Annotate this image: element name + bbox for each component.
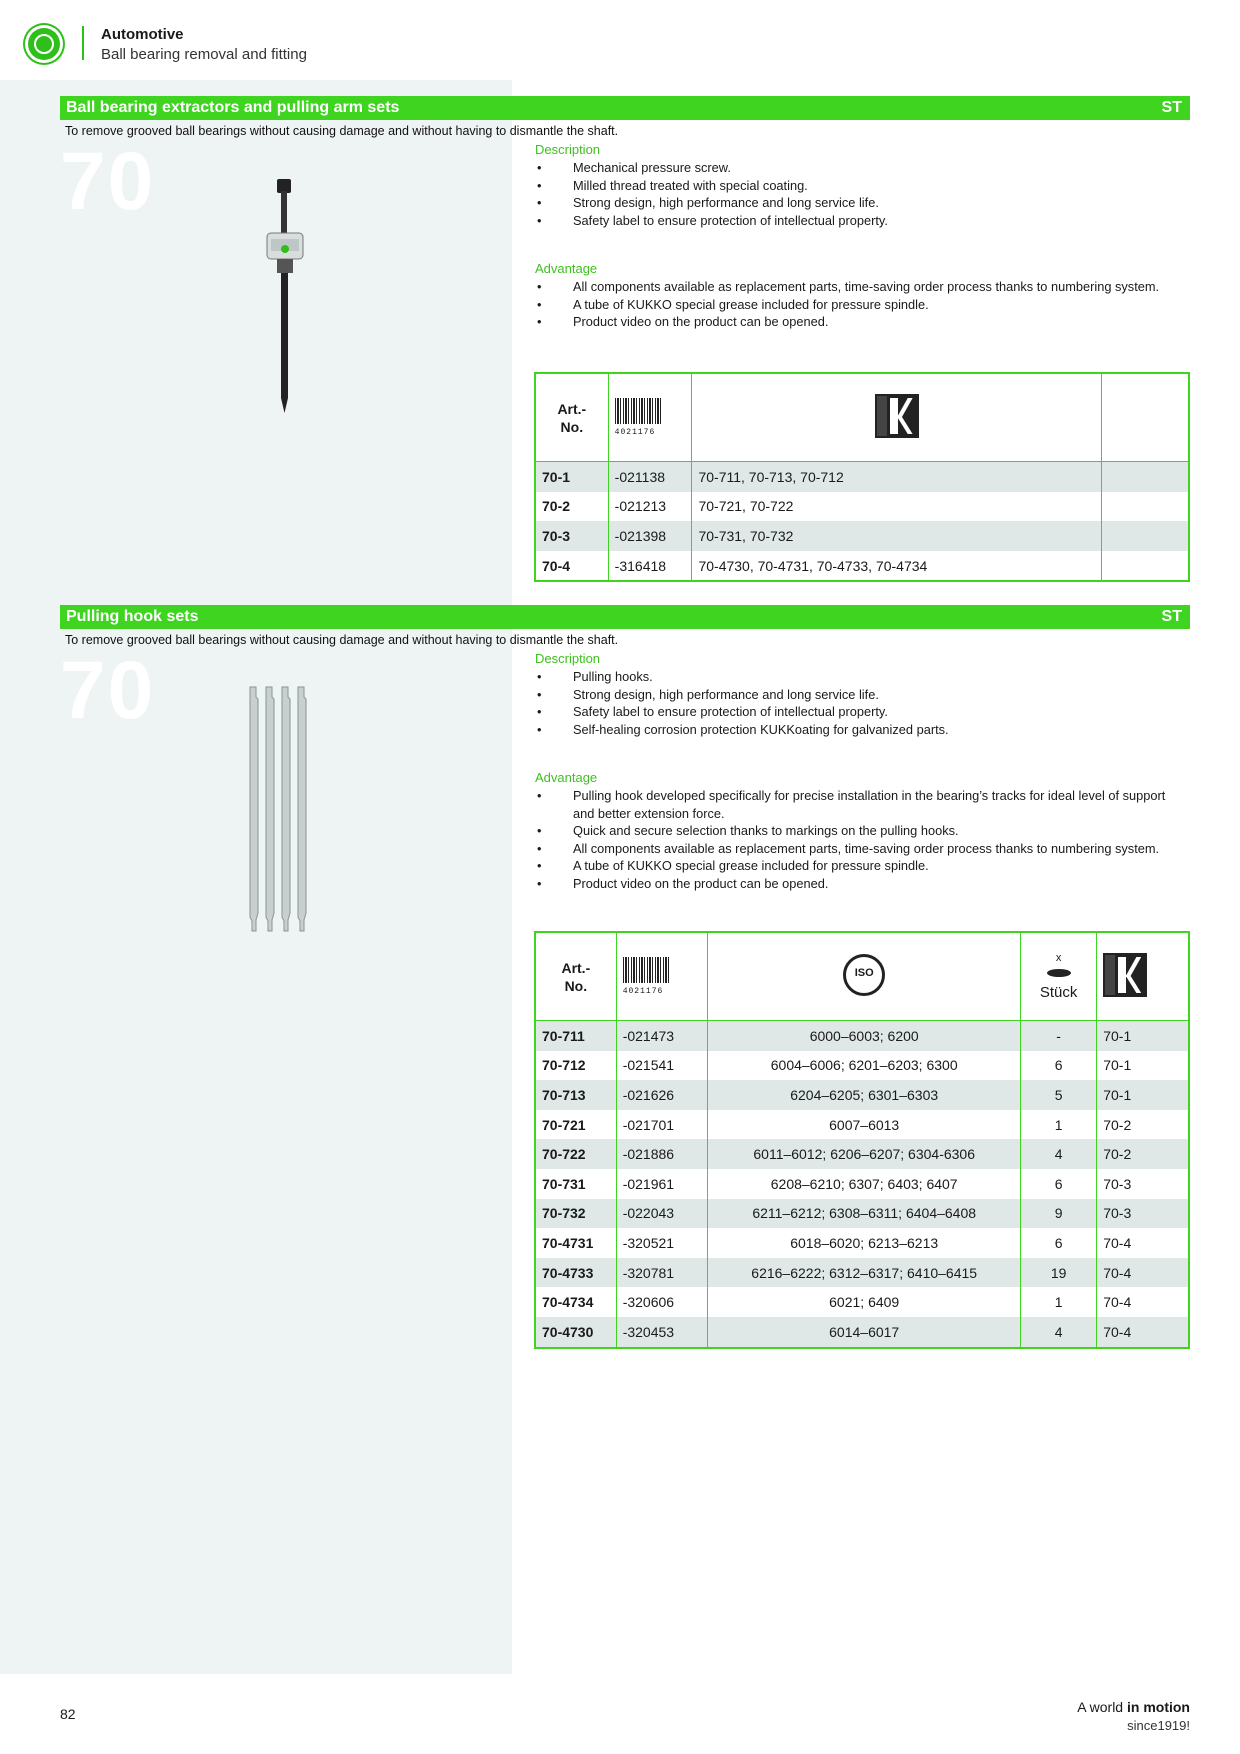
ean-cell: -021886	[616, 1139, 708, 1169]
table-row	[535, 1051, 1189, 1081]
set-cell: 70-1	[1097, 1051, 1189, 1081]
table-row	[535, 1110, 1189, 1140]
list-item: • Pulling hook developed specifically for precise installation in the bearing’s tracks for ideal level of support and better extension force.	[535, 787, 1175, 822]
description-list	[535, 159, 1175, 229]
ean-cell: -021541	[616, 1051, 708, 1081]
set-cell: 70-3	[1097, 1199, 1189, 1229]
list-item: • Mechanical pressure screw.	[535, 159, 1175, 177]
list-item: • Quick and secure selection thanks to markings on the pulling hooks.	[535, 822, 1175, 840]
art-no-cell: 70-712	[542, 1057, 586, 1074]
bearing-range-cell: 6208–6210; 6307; 6403; 6407	[708, 1169, 1021, 1199]
table-row	[535, 492, 1189, 522]
page-number: 82	[60, 1706, 76, 1722]
set-cell: 70-4	[1097, 1287, 1189, 1317]
quantity-cell: 19	[1021, 1258, 1097, 1288]
art-no-cell: 70-732	[535, 1199, 616, 1229]
ean-cell: -320453	[616, 1317, 708, 1348]
group-number: 70	[60, 645, 156, 736]
set-cell: 70-4	[1097, 1258, 1189, 1288]
ean-cell: -320521	[616, 1228, 708, 1258]
table-row	[535, 1228, 1189, 1258]
ean-cell: -021138	[608, 462, 692, 492]
combinable-header	[1097, 932, 1189, 1021]
table-row	[535, 1169, 1189, 1199]
set-cell: 70-2	[1097, 1110, 1189, 1140]
combinable-k-icon	[875, 394, 919, 438]
bearing-range-header	[708, 932, 1021, 1021]
ean-cell: -320781	[616, 1258, 708, 1288]
quantity-cell: -	[1021, 1021, 1097, 1051]
table-header-row	[535, 373, 1189, 462]
art-no-header: Art.- No.	[535, 373, 608, 462]
ball-bearing-extractor-image	[255, 175, 315, 425]
art-no-cell: 70-711	[535, 1021, 616, 1051]
list-item: • Safety label to ensure protection of intellectual property.	[535, 703, 1175, 721]
empty-header	[1101, 373, 1189, 462]
iso-bearing-icon: ISO	[843, 954, 885, 996]
combinable-cell: 70-721, 70-722	[692, 492, 1101, 522]
section-title-bar	[60, 605, 1190, 629]
list-item: • Pulling hooks.	[535, 668, 1175, 686]
washer-icon	[1047, 969, 1071, 977]
quantity-header: x Stück	[1021, 932, 1097, 1021]
table-row	[535, 1080, 1189, 1110]
set-cell: 70-4	[1097, 1228, 1189, 1258]
set-cell: 70-1	[1097, 1080, 1189, 1110]
ean-cell: -021398	[608, 521, 692, 551]
bearing-range-cell: 6000–6003; 6200	[708, 1021, 1021, 1051]
list-item: • Strong design, high performance and long service life.	[535, 194, 1175, 212]
quantity-cell: 6	[1021, 1228, 1097, 1258]
bearing-range-cell: 6011–6012; 6206–6207; 6304-6306	[708, 1139, 1021, 1169]
table-row	[535, 1317, 1189, 1348]
combinable-cell: 70-4730, 70-4731, 70-4733, 70-4734	[692, 551, 1101, 582]
kukko-logo	[28, 28, 60, 60]
quantity-cell: 6	[1021, 1169, 1097, 1199]
extractor-sets-table	[534, 372, 1190, 582]
quantity-cell: 6	[1021, 1051, 1097, 1081]
art-no-cell: 70-722	[535, 1139, 616, 1169]
unit-code: ST	[1161, 99, 1182, 116]
unit-code: ST	[1161, 608, 1182, 625]
table-row	[535, 1287, 1189, 1317]
bearing-range-cell: 6018–6020; 6213–6213	[708, 1228, 1021, 1258]
art-no-cell: 70-3	[535, 521, 608, 551]
art-no-cell: 70-4730	[535, 1317, 616, 1348]
bearing-range-cell: 6204–6205; 6301–6303	[708, 1080, 1021, 1110]
bearing-range-cell: 6216–6222; 6312–6317; 6410–6415	[708, 1258, 1021, 1288]
quantity-cell: 4	[1021, 1317, 1097, 1348]
barcode-icon	[615, 398, 661, 424]
bearing-range-cell: 6014–6017	[708, 1317, 1021, 1348]
quantity-cell: 4	[1021, 1139, 1097, 1169]
table-header-row	[535, 932, 1189, 1021]
art-no-cell: 70-4	[542, 557, 571, 574]
section-intro: To remove grooved ball bearings without causing damage and without having to dismantle the shaft.	[65, 633, 619, 647]
art-no-header: Art.- No.	[535, 932, 616, 1021]
combinable-cell: 70-711, 70-713, 70-712	[692, 462, 1101, 492]
art-no-cell: 70-4734	[542, 1294, 594, 1311]
advantage-label: Advantage	[535, 770, 598, 785]
header-category: Automotive	[101, 26, 184, 43]
section-intro: To remove grooved ball bearings without causing damage and without having to dismantle the shaft.	[65, 124, 619, 138]
ean-cell: -021701	[616, 1110, 708, 1140]
table-row	[535, 1139, 1189, 1169]
ean-cell: -316418	[608, 551, 692, 582]
pulling-hooks-image	[246, 685, 326, 935]
barcode-icon	[623, 957, 669, 983]
set-cell: 70-3	[1097, 1169, 1189, 1199]
description-list	[535, 668, 1175, 738]
section-title-bar	[60, 96, 1190, 120]
list-item: • Product video on the product can be opened.	[535, 875, 1175, 893]
set-cell: 70-4	[1097, 1317, 1189, 1348]
ean-header: 4021176	[608, 373, 692, 462]
art-no-cell: 70-1	[535, 462, 608, 492]
combinable-header	[692, 373, 1101, 462]
quantity-cell: 5	[1021, 1080, 1097, 1110]
ean-cell: -022043	[616, 1199, 708, 1229]
art-no-cell: 70-2	[542, 498, 571, 515]
list-item: • Safety label to ensure protection of intellectual property.	[535, 212, 1175, 230]
art-no-cell: 70-713	[535, 1080, 616, 1110]
bearing-range-cell: 6007–6013	[708, 1110, 1021, 1140]
list-item: • Product video on the product can be opened.	[535, 313, 1175, 331]
table-row	[535, 1021, 1189, 1051]
art-no-cell: 70-721	[542, 1116, 586, 1133]
table-row	[535, 462, 1189, 492]
bearing-range-cell: 6021; 6409	[708, 1287, 1021, 1317]
list-item: • A tube of KUKKO special grease included for pressure spindle.	[535, 857, 1175, 875]
table-row	[535, 1199, 1189, 1229]
pulling-hook-table	[534, 931, 1190, 1349]
table-row	[535, 1258, 1189, 1288]
quantity-cell: 1	[1021, 1287, 1097, 1317]
quantity-cell: 1	[1021, 1110, 1097, 1140]
header-subtitle: Ball bearing removal and fitting	[101, 46, 307, 63]
table-row	[535, 521, 1189, 551]
section-title: Pulling hook sets	[66, 608, 199, 625]
description-label: Description	[535, 142, 601, 157]
list-item: • All components available as replacement parts, time-saving order process thanks to numbering system.	[535, 840, 1175, 858]
advantage-list	[535, 278, 1175, 331]
ean-cell: -021213	[608, 492, 692, 522]
list-item: • A tube of KUKKO special grease included for pressure spindle.	[535, 296, 1175, 314]
advantage-label: Advantage	[535, 261, 598, 276]
ean-cell: -021473	[616, 1021, 708, 1051]
ean-cell: -320606	[616, 1287, 708, 1317]
set-cell: 70-1	[1097, 1021, 1189, 1051]
list-item: • Self-healing corrosion protection KUKKoating for galvanized parts.	[535, 721, 1175, 739]
group-number: 70	[60, 136, 156, 227]
section-title: Ball bearing extractors and pulling arm sets	[66, 99, 400, 116]
combinable-k-icon	[1103, 953, 1147, 997]
quantity-cell: 9	[1021, 1199, 1097, 1229]
ean-header: 4021176	[616, 932, 708, 1021]
art-no-cell: 70-4733	[535, 1258, 616, 1288]
description-label: Description	[535, 651, 601, 666]
combinable-cell: 70-731, 70-732	[692, 521, 1101, 551]
footer-tagline: A world in motion since1919!	[1077, 1699, 1190, 1733]
bearing-range-cell: 6211–6212; 6308–6311; 6404–6408	[708, 1199, 1021, 1229]
art-no-cell: 70-731	[542, 1175, 586, 1192]
set-cell: 70-2	[1097, 1139, 1189, 1169]
ean-cell: -021961	[616, 1169, 708, 1199]
table-row	[535, 551, 1189, 582]
header-divider	[82, 26, 84, 60]
ean-cell: -021626	[616, 1080, 708, 1110]
advantage-list	[535, 787, 1175, 893]
list-item: • All components available as replacement parts, time-saving order process thanks to numbering system.	[535, 278, 1175, 296]
art-no-cell: 70-4731	[542, 1234, 594, 1251]
list-item: • Strong design, high performance and long service life.	[535, 686, 1175, 704]
bearing-range-cell: 6004–6006; 6201–6203; 6300	[708, 1051, 1021, 1081]
list-item: • Milled thread treated with special coating.	[535, 177, 1175, 195]
